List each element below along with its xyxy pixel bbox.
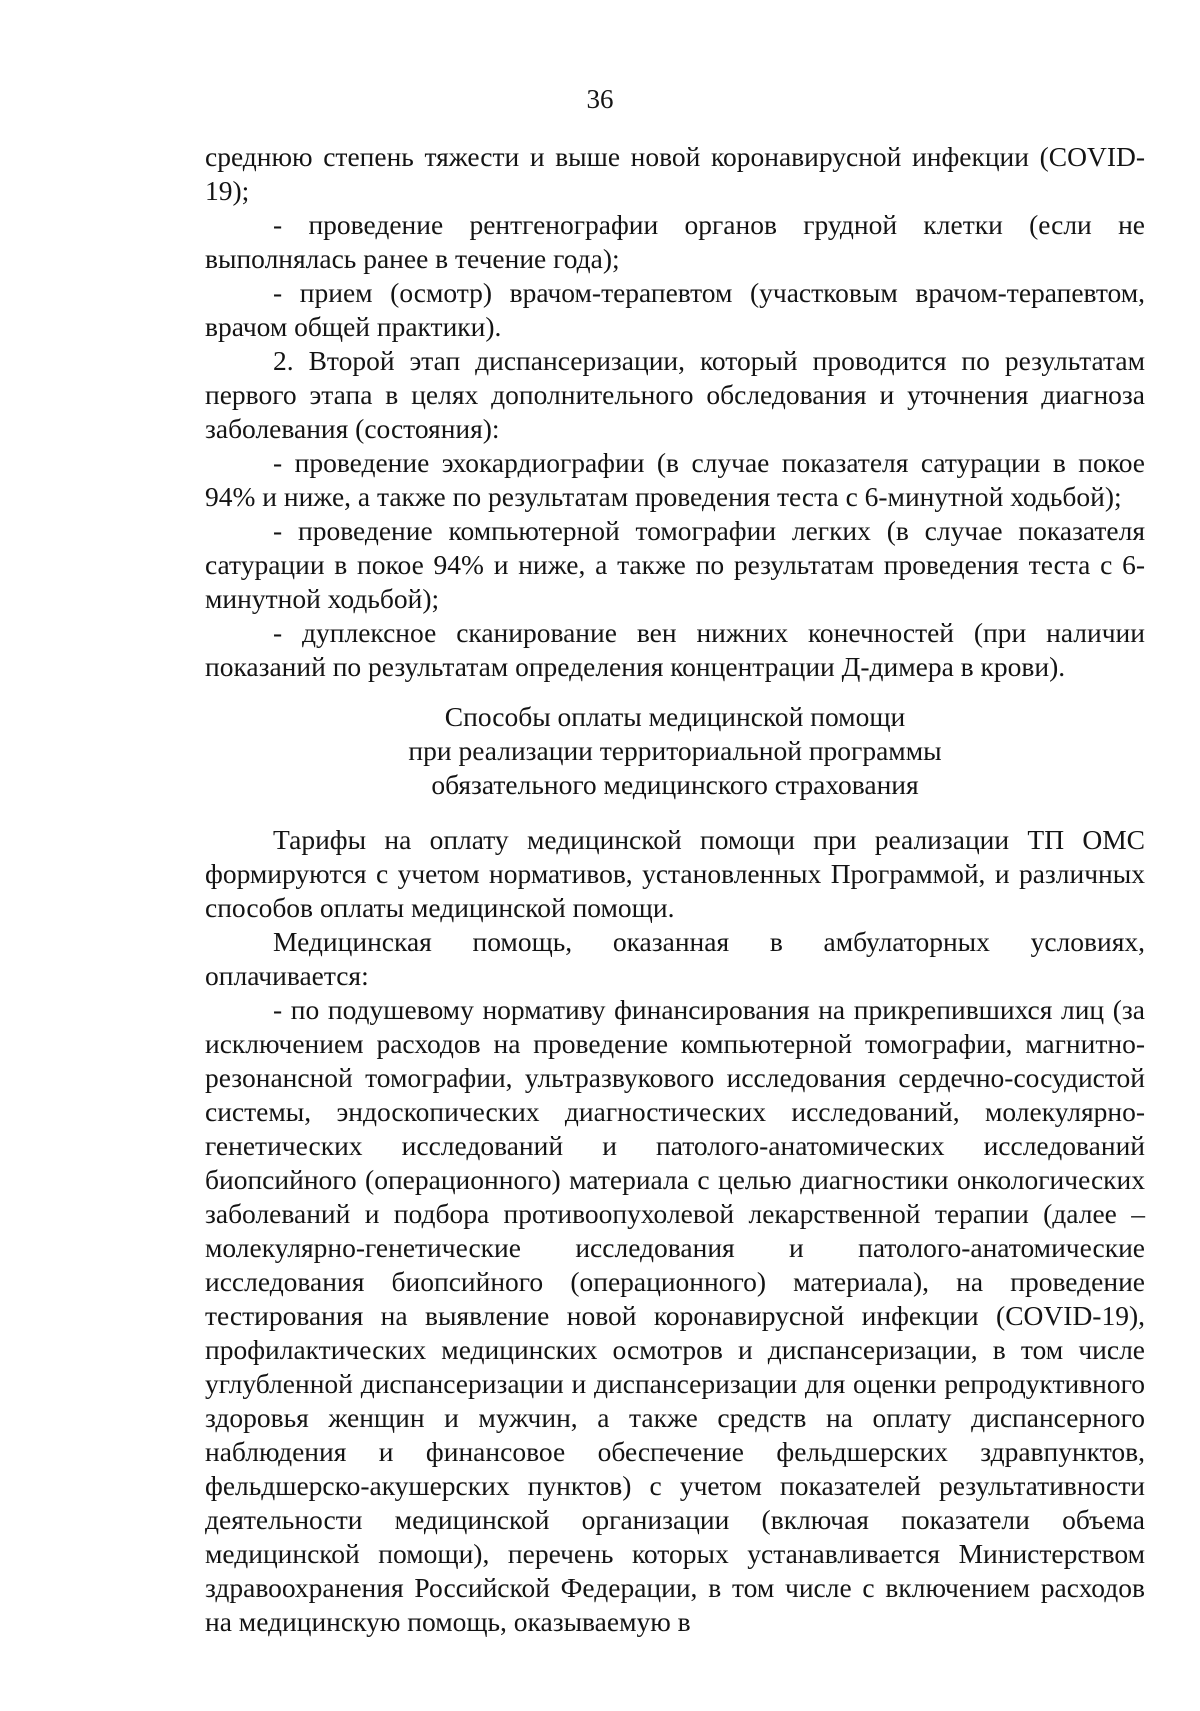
paragraph-xray: - проведение рентгенографии органов грудной клетки (если не выполнялась ранее в течение года); bbox=[205, 209, 1145, 274]
paragraph-echocardiography: - проведение эхокардиографии (в случае показателя сатурации в покое 94% и ниже, а также по результатам проведения теста с 6-минутной ходьбой); bbox=[205, 447, 1145, 512]
heading-line-1: Способы оплаты медицинской помощи bbox=[444, 701, 906, 732]
top-text-block bbox=[205, 140, 1145, 684]
paragraph-tariffs: Тарифы на оплату медицинской помощи при реализации ТП ОМС формируются с учетом нормативов, установленных Программой, и различных способов оплаты медицинской помощи. bbox=[205, 824, 1145, 923]
page-number: 36 bbox=[586, 84, 614, 114]
section-heading bbox=[205, 700, 1145, 802]
paragraph-ct: - проведение компьютерной томографии легких (в случае показателя сатурации в покое 94% и ниже, а также по результатам проведения теста с 6-минутной ходьбой); bbox=[205, 515, 1145, 614]
bottom-text-block bbox=[205, 823, 1145, 1639]
paragraph-outpatient: Медицинская помощь, оказанная в амбулаторных условиях, оплачивается: bbox=[205, 926, 1145, 991]
paragraph-duplex: - дуплексное сканирование вен нижних конечностей (при наличии показаний по результатам определения концентрации Д-димера в крови). bbox=[205, 617, 1145, 682]
paragraph-second-stage: 2. Второй этап диспансеризации, который проводится по результатам первого этапа в целях дополнительного обследования и уточнения диагноза заболевания (состояния): bbox=[205, 345, 1145, 444]
paragraph-per-capita: - по подушевому нормативу финансирования на прикрепившихся лиц (за исключением расходов на проведение компьютерной томографии, магнитно-резонансной томографии, ультразвукового исследования сердечно-сосудистой системы, эндоскопических диагностических исследований, молекулярно-генетических исследований и патолого-анатомических исследований биопсийного (операционного) материала с целью диагностики онкологических заболеваний и подбора противоопухолевой лекарственной терапии (далее – молекулярно-генетические исследования и патолого-анатомические исследования биопсийного (операционного) материала), на проведение тестирования на выявление новой коронавирусной инфекции (COVID-19), профилактических медицинских осмотров и диспансеризации, в том числе углубленной диспансеризации и диспансеризации для оценки репродуктивного здоровья женщин и мужчин, а также средств на оплату диспансерного наблюдения и финансовое обеспечение фельдшерских здравпунктов, фельдшерско-акушерских пунктов) с учетом показателей результативности деятельности медицинской организации (включая показатели объема медицинской помощи), перечень которых устанавливается Министерством здравоохранения Российской Федерации, в том числе с включением расходов на медицинскую помощь, оказываемую в bbox=[205, 994, 1145, 1637]
paragraph-therapist: - прием (осмотр) врачом-терапевтом (участковым врачом-терапевтом, врачом общей практики). bbox=[205, 277, 1145, 342]
paragraph-continuation: среднюю степень тяжести и выше новой коронавирусной инфекции (COVID-19); bbox=[205, 141, 1145, 206]
heading-line-3: обязательного медицинского страхования bbox=[431, 769, 919, 800]
heading-line-2: при реализации территориальной программы bbox=[408, 735, 942, 766]
